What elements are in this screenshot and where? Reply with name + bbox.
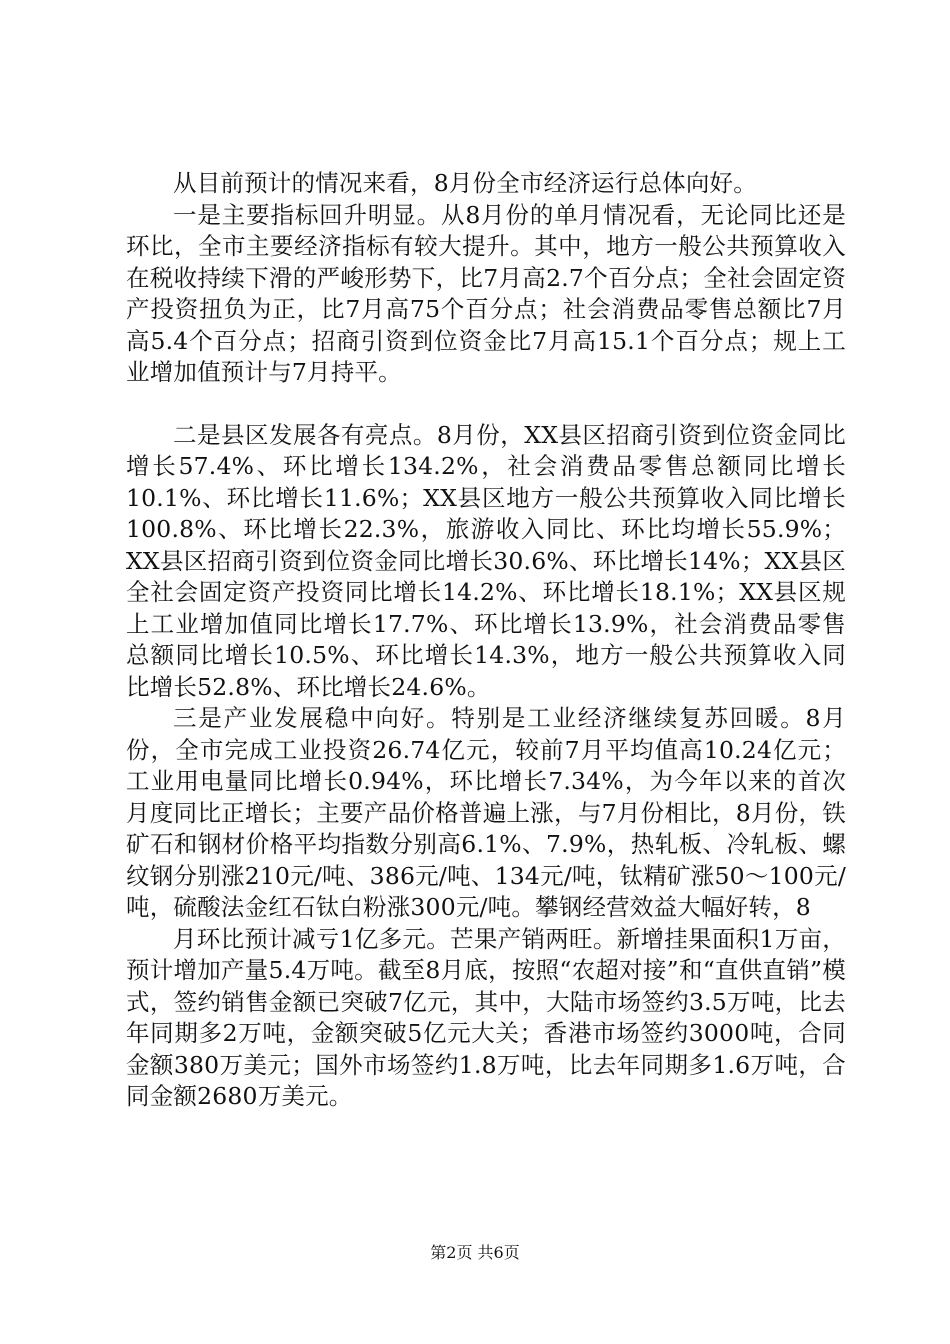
page-number-footer: 第2页 共6页 [430,1243,520,1262]
paragraph-industry-development: 三是产业发展稳中向好。特别是工业经济继续复苏回暖。8月份，全市完成工业投资26.74亿元，较前7月平均值高10.24亿元；工业用电量同比增长0.94%，环比增长7.34%，为今年以来的首次月度同比正增长；主要产品价格普遍上涨，与7月份相比，8月份，铁矿石和钢材价格平均指数分别高6.1%、7.9%，热轧板、冷轧板、螺纹钢分别涨210元/吨、386元/吨、134元/吨，钛精矿涨50～100元/吨，硫酸法金红石钛白粉涨300元/吨。攀钢经营效益大幅好转，8 [126,704,846,921]
document-body [126,168,846,1113]
paragraph-mango-sales: 月环比预计减亏1亿多元。芒果产销两旺。新增挂果面积1万亩，预计增加产量5.4万吨。截至8月底，按照“农超对接”和“直供直销”模式，签约销售金额已突破7亿元，其中，大陆市场签约3.5万吨，比去年同期多2万吨，金额突破5亿元大关；香港市场签约3000吨，合同金额380万美元；国外市场签约1.8万吨，比去年同期多1.6万吨，合同金额2680万美元。 [126,924,846,1110]
paragraph-intro: 从目前预计的情况来看，8月份全市经济运行总体向好。 [173,169,757,197]
paragraph-main-indicators: 一是主要指标回升明显。从8月份的单月情况看，无论同比还是环比，全市主要经济指标有较大提升。其中，地方一般公共预算收入在税收持续下滑的严峻形势下，比7月高2.7个百分点；全社会固定资产投资扭负为正，比7月高75个百分点；社会消费品零售总额比7月高5.4个百分点；招商引资到位资金比7月高15.1个百分点；规上工业增加值预计与7月持平。 [126,200,846,386]
paragraph-county-highlights: 二是县区发展各有亮点。8月份，XX县区招商引资到位资金同比增长57.4%、环比增长134.2%，社会消费品零售总额同比增长10.1%、环比增长11.6%；XX县区地方一般公共预算收入同比增长100.8%、环比增长22.3%，旅游收入同比、环比均增长55.9%；XX县区招商引资到位资金同比增长30.6%、环比增长14%；XX县区全社会固定资产投资同比增长14.2%、环比增长18.1%；XX县区规上工业增加值同比增长17.7%、环比增长13.9%，社会消费品零售总额同比增长10.5%、环比增长14.3%，地方一般公共预算收入同比增长52.8%、环比增长24.6%。 [126,420,846,701]
